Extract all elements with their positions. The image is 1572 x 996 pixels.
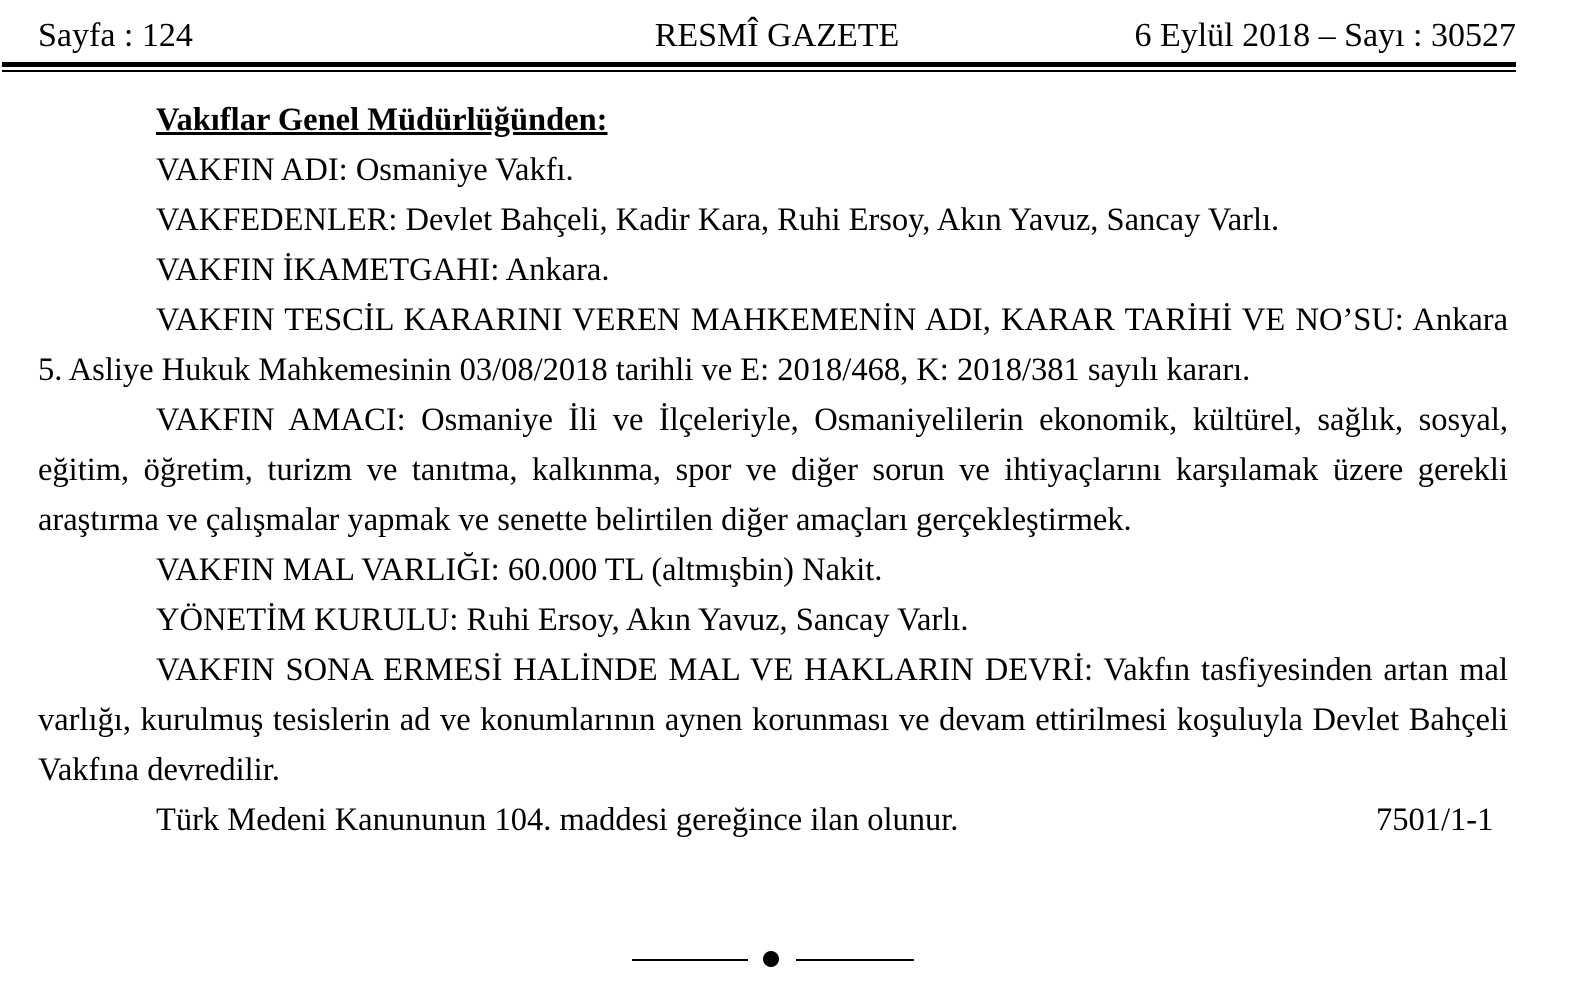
paragraph-board: YÖNETİM KURULU: Ruhi Ersoy, Akın Yavuz, Sancay Varlı. [156, 602, 969, 638]
section-separator [0, 943, 1572, 973]
header-rule-thin [2, 70, 1516, 72]
paragraph-dissolution: VAKFIN SONA ERMESİ HALİNDE MAL VE HAKLARIN DEVRİ: Vakfın tasfiyesinden artan mal varlığı, kurulmuş tesislerin ad ve konumlarının aynen korunması ve devam ettirilmesi koşuluyla Devlet Bahçeli Vakfına devredilir. [38, 652, 1508, 788]
header-rule-thick [2, 62, 1516, 67]
separator-dot-icon [763, 951, 779, 967]
reference-number: 7501/1-1 [1376, 802, 1494, 838]
paragraph-foundation-name: VAKFIN ADI: Osmaniye Vakfı. [156, 152, 574, 188]
page-header [38, 14, 1516, 58]
institution-heading: Vakıflar Genel Müdürlüğünden: [156, 102, 608, 138]
paragraph-assets: VAKFIN MAL VARLIĞI: 60.000 TL (altmışbin) Nakit. [156, 552, 883, 588]
paragraph-residence: VAKFIN İKAMETGAHI: Ankara. [156, 252, 610, 288]
paragraph-founders: VAKFEDENLER: Devlet Bahçeli, Kadir Kara, Ruhi Ersoy, Akın Yavuz, Sancay Varlı. [156, 202, 1280, 238]
separator-line-right [796, 959, 914, 961]
paragraph-purpose: VAKFIN AMACI: Osmaniye İli ve İlçeleriyle, Osmaniyelilerin ekonomik, kültürel, sağlık, sosyal, eğitim, öğretim, turizm ve tanıtma, kalkınma, spor ve diğer sorun ve ihtiyaçlarını karşılamak üzere gerekli araştırma ve çalışmalar yapmak ve senette belirtilen diğer amaçları gerçekleştirmek. [38, 402, 1508, 538]
closing-text: Türk Medeni Kanununun 104. maddesi gereğince ilan olunur. [156, 802, 959, 838]
issue-date: 6 Eylül 2018 – Sayı : 30527 [1134, 17, 1516, 54]
closing-line [38, 795, 1508, 845]
separator-line-left [632, 959, 748, 961]
paragraph-court-decision: VAKFIN TESCİL KARARINI VEREN MAHKEMENİN ADI, KARAR TARİHİ VE NO’SU: Ankara 5. Asliye Hukuk Mahkemesinin 03/08/2018 tarihli ve E: 2018/468, K: 2018/381 sayılı kararı. [38, 302, 1508, 388]
page-number: Sayfa : 124 [38, 17, 193, 54]
gazette-title: RESMÎ GAZETE [654, 17, 900, 54]
announcement-body [38, 95, 1508, 845]
